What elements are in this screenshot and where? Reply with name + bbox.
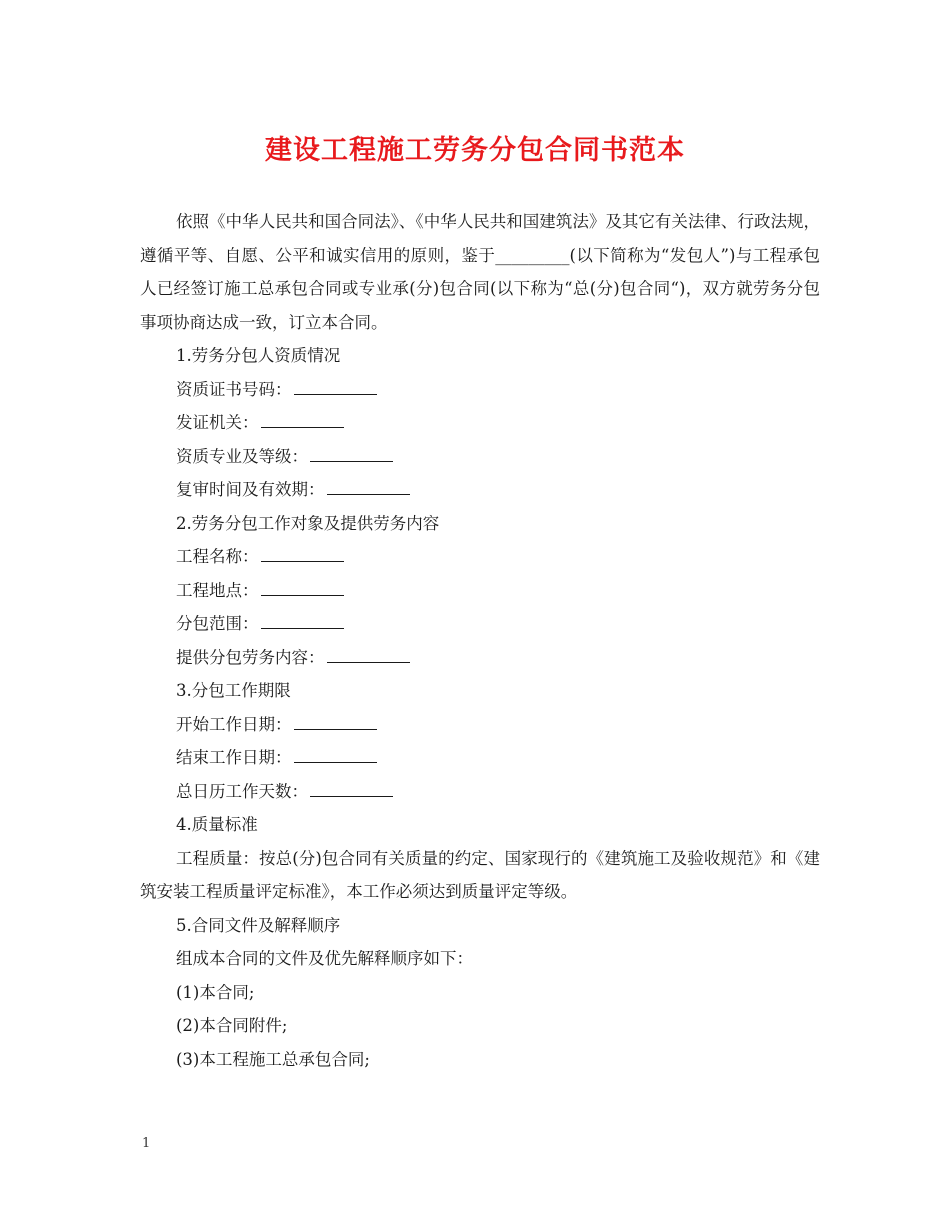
field-row: [140, 708, 820, 742]
field-row: [140, 373, 820, 407]
order-intro: 组成本合同的文件及优先解释顺序如下：: [176, 949, 473, 968]
field-row: [140, 641, 820, 675]
field-label: 发证机关：: [176, 413, 259, 432]
section-5-heading: 5.合同文件及解释顺序: [176, 915, 341, 935]
section-2-heading: 2.劳务分包工作对象及提供劳务内容: [176, 513, 440, 533]
section-3-heading: 3.分包工作期限: [176, 681, 291, 700]
blank-line: [327, 478, 410, 495]
section-1-heading: 1.劳务分包人资质情况: [176, 346, 341, 365]
list-item: (2)本合同附件;: [176, 1016, 288, 1035]
field-label: 结束工作日期：: [176, 748, 292, 767]
field-label: 资质专业及等级：: [176, 446, 308, 466]
quality-paragraph: 工程质量：按总(分)包合同有关质量的约定、国家现行的《建筑施工及验收规范》和《建筑安装工程质量评定标准》，本工作必须达到质量评定等级。: [140, 848, 820, 901]
field-label: 资质证书号码：: [176, 379, 292, 399]
document-body: [140, 205, 820, 1076]
blank-line: [261, 579, 344, 596]
list-item: (1)本合同;: [176, 982, 255, 1002]
field-row: [140, 607, 820, 641]
field-label: 工程名称：: [176, 547, 259, 566]
field-row: [140, 540, 820, 574]
page-number: 1: [142, 1136, 151, 1151]
field-label: 总日历工作天数：: [176, 781, 308, 801]
blank-line: [310, 445, 393, 462]
blank-line: [294, 713, 377, 730]
blank-line: [294, 746, 377, 763]
field-row: [140, 574, 820, 608]
list-item: (3)本工程施工总承包合同;: [176, 1049, 370, 1069]
document-title: 建设工程施工劳务分包合同书范本: [265, 135, 685, 166]
field-row: [140, 440, 820, 474]
blank-line: [310, 780, 393, 797]
blank-line: [327, 646, 410, 663]
field-row: [140, 406, 820, 440]
blank-line: [261, 411, 344, 428]
field-row: [140, 775, 820, 809]
field-label: 开始工作日期：: [176, 714, 292, 734]
field-label: 工程地点：: [176, 580, 259, 600]
blank-line: [261, 612, 344, 629]
intro-paragraph: 依照《中华人民共和国合同法》、《中华人民共和国建筑法》及其它有关法律、行政法规，遵循平等、自愿、公平和诚实信用的原则，鉴于_________(以下简称为“发包人”)与工程承包人已经签订施工总承包合同或专业承(分)包合同(以下称为“总(分)包合同“)，双方就劳务分包事项协商达成一致，订立本合同。: [140, 212, 820, 332]
section-4-heading: 4.质量标准: [176, 815, 258, 834]
field-label: 提供分包劳务内容：: [176, 647, 325, 667]
field-label: 分包范围：: [176, 614, 259, 633]
field-row: [140, 473, 820, 507]
blank-line: [261, 545, 344, 562]
field-label: 复审时间及有效期：: [176, 480, 325, 499]
blank-line: [294, 378, 377, 395]
field-row: [140, 741, 820, 775]
